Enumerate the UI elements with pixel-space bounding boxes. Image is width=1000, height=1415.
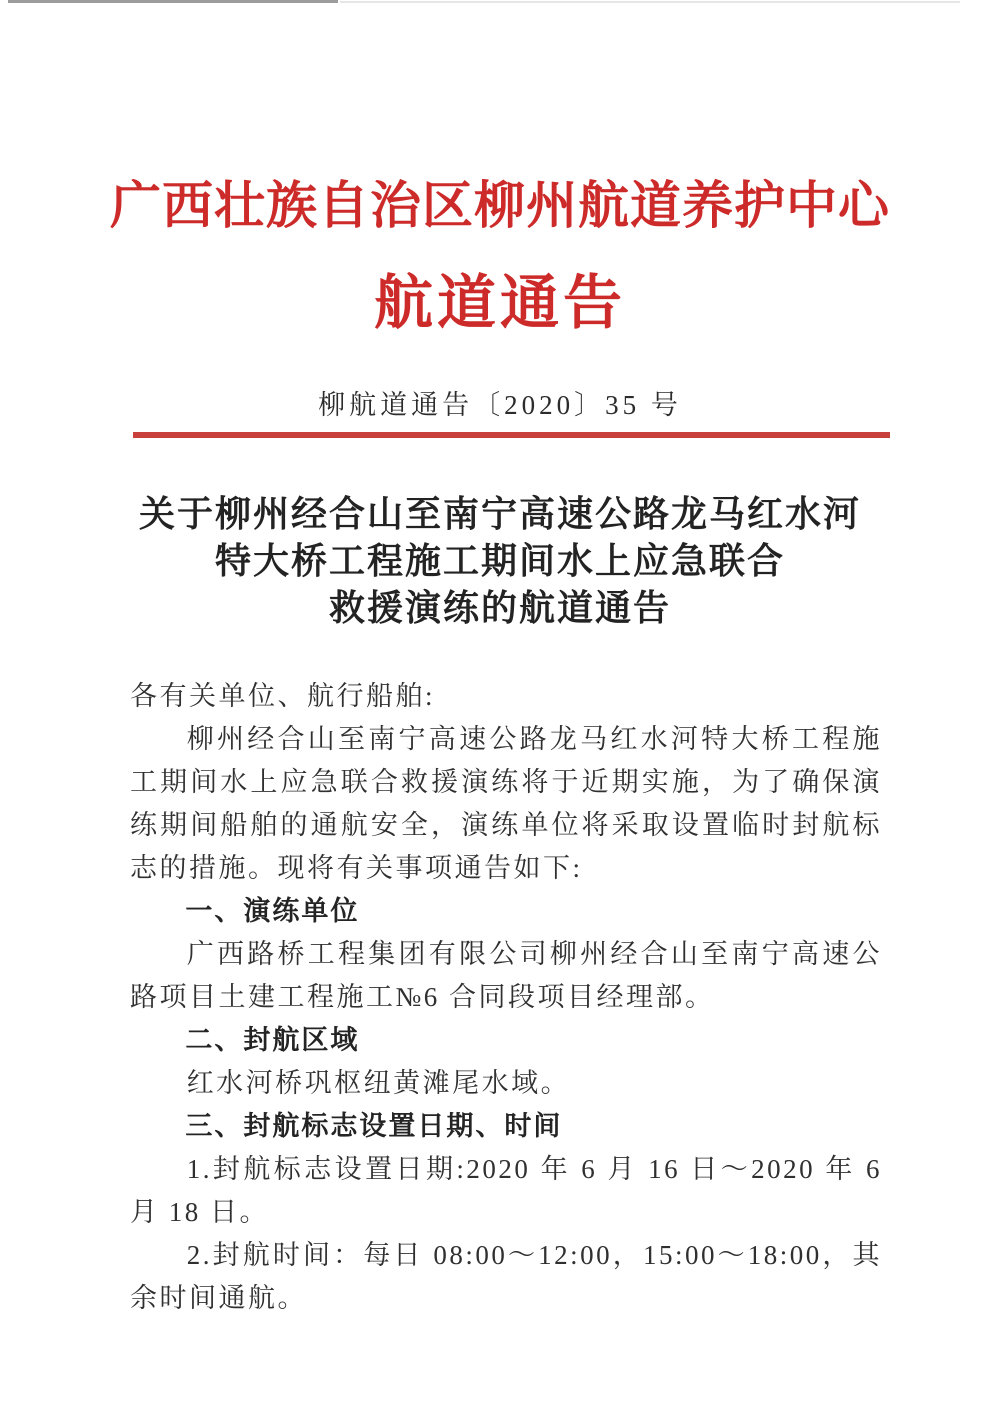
- doc-title-line1: 关于柳州经合山至南宁高速公路龙马红水河: [138, 493, 861, 534]
- red-divider: [133, 432, 890, 438]
- doc-title: [0, 491, 1000, 632]
- section-2-body: 红水河桥巩枢纽黄滩尾水域。: [186, 1067, 571, 1098]
- intro-paragraph: 柳州经合山至南宁高速公路龙马红水河特大桥工程施工期间水上应急联合救援演练将于近期实施，为了确保演练期间船舶的通航安全，演练单位将采取设置临时封航标志的措施。现将有关事项通告如下:: [130, 723, 882, 883]
- scan-artifact: [340, 1, 960, 3]
- doc-number: 柳航道通告〔2020〕35 号: [318, 389, 682, 420]
- notice-body: [130, 675, 882, 1320]
- section-3-item-2: 2.封航时间：每日 08:00～12:00，15:00～18:00，其余时间通航。: [130, 1239, 882, 1313]
- doc-title-line2: 特大桥工程施工期间水上应急联合: [214, 540, 785, 581]
- scan-artifact: [8, 0, 338, 3]
- org-title: [0, 0, 1000, 336]
- doc-title-line3: 救援演练的航道通告: [328, 587, 671, 628]
- section-1-heading: 一、演练单位: [185, 895, 360, 926]
- section-1-body: 广西路桥工程集团有限公司柳州经合山至南宁高速公路项目土建工程施工№6 合同段项目经理部。: [130, 938, 882, 1012]
- org-title-line1: 广西壮族自治区柳州航道养护中心: [109, 179, 890, 235]
- section-2-heading: 二、封航区域: [185, 1024, 360, 1055]
- org-title-line2: 航道通告: [373, 269, 626, 336]
- section-3-item-1: 1.封航标志设置日期:2020 年 6 月 16 日～2020 年 6 月 18 日。: [130, 1153, 882, 1227]
- salutation: 各有关单位、航行船舶:: [130, 680, 436, 711]
- section-3-heading: 三、封航标志设置日期、时间: [185, 1110, 563, 1141]
